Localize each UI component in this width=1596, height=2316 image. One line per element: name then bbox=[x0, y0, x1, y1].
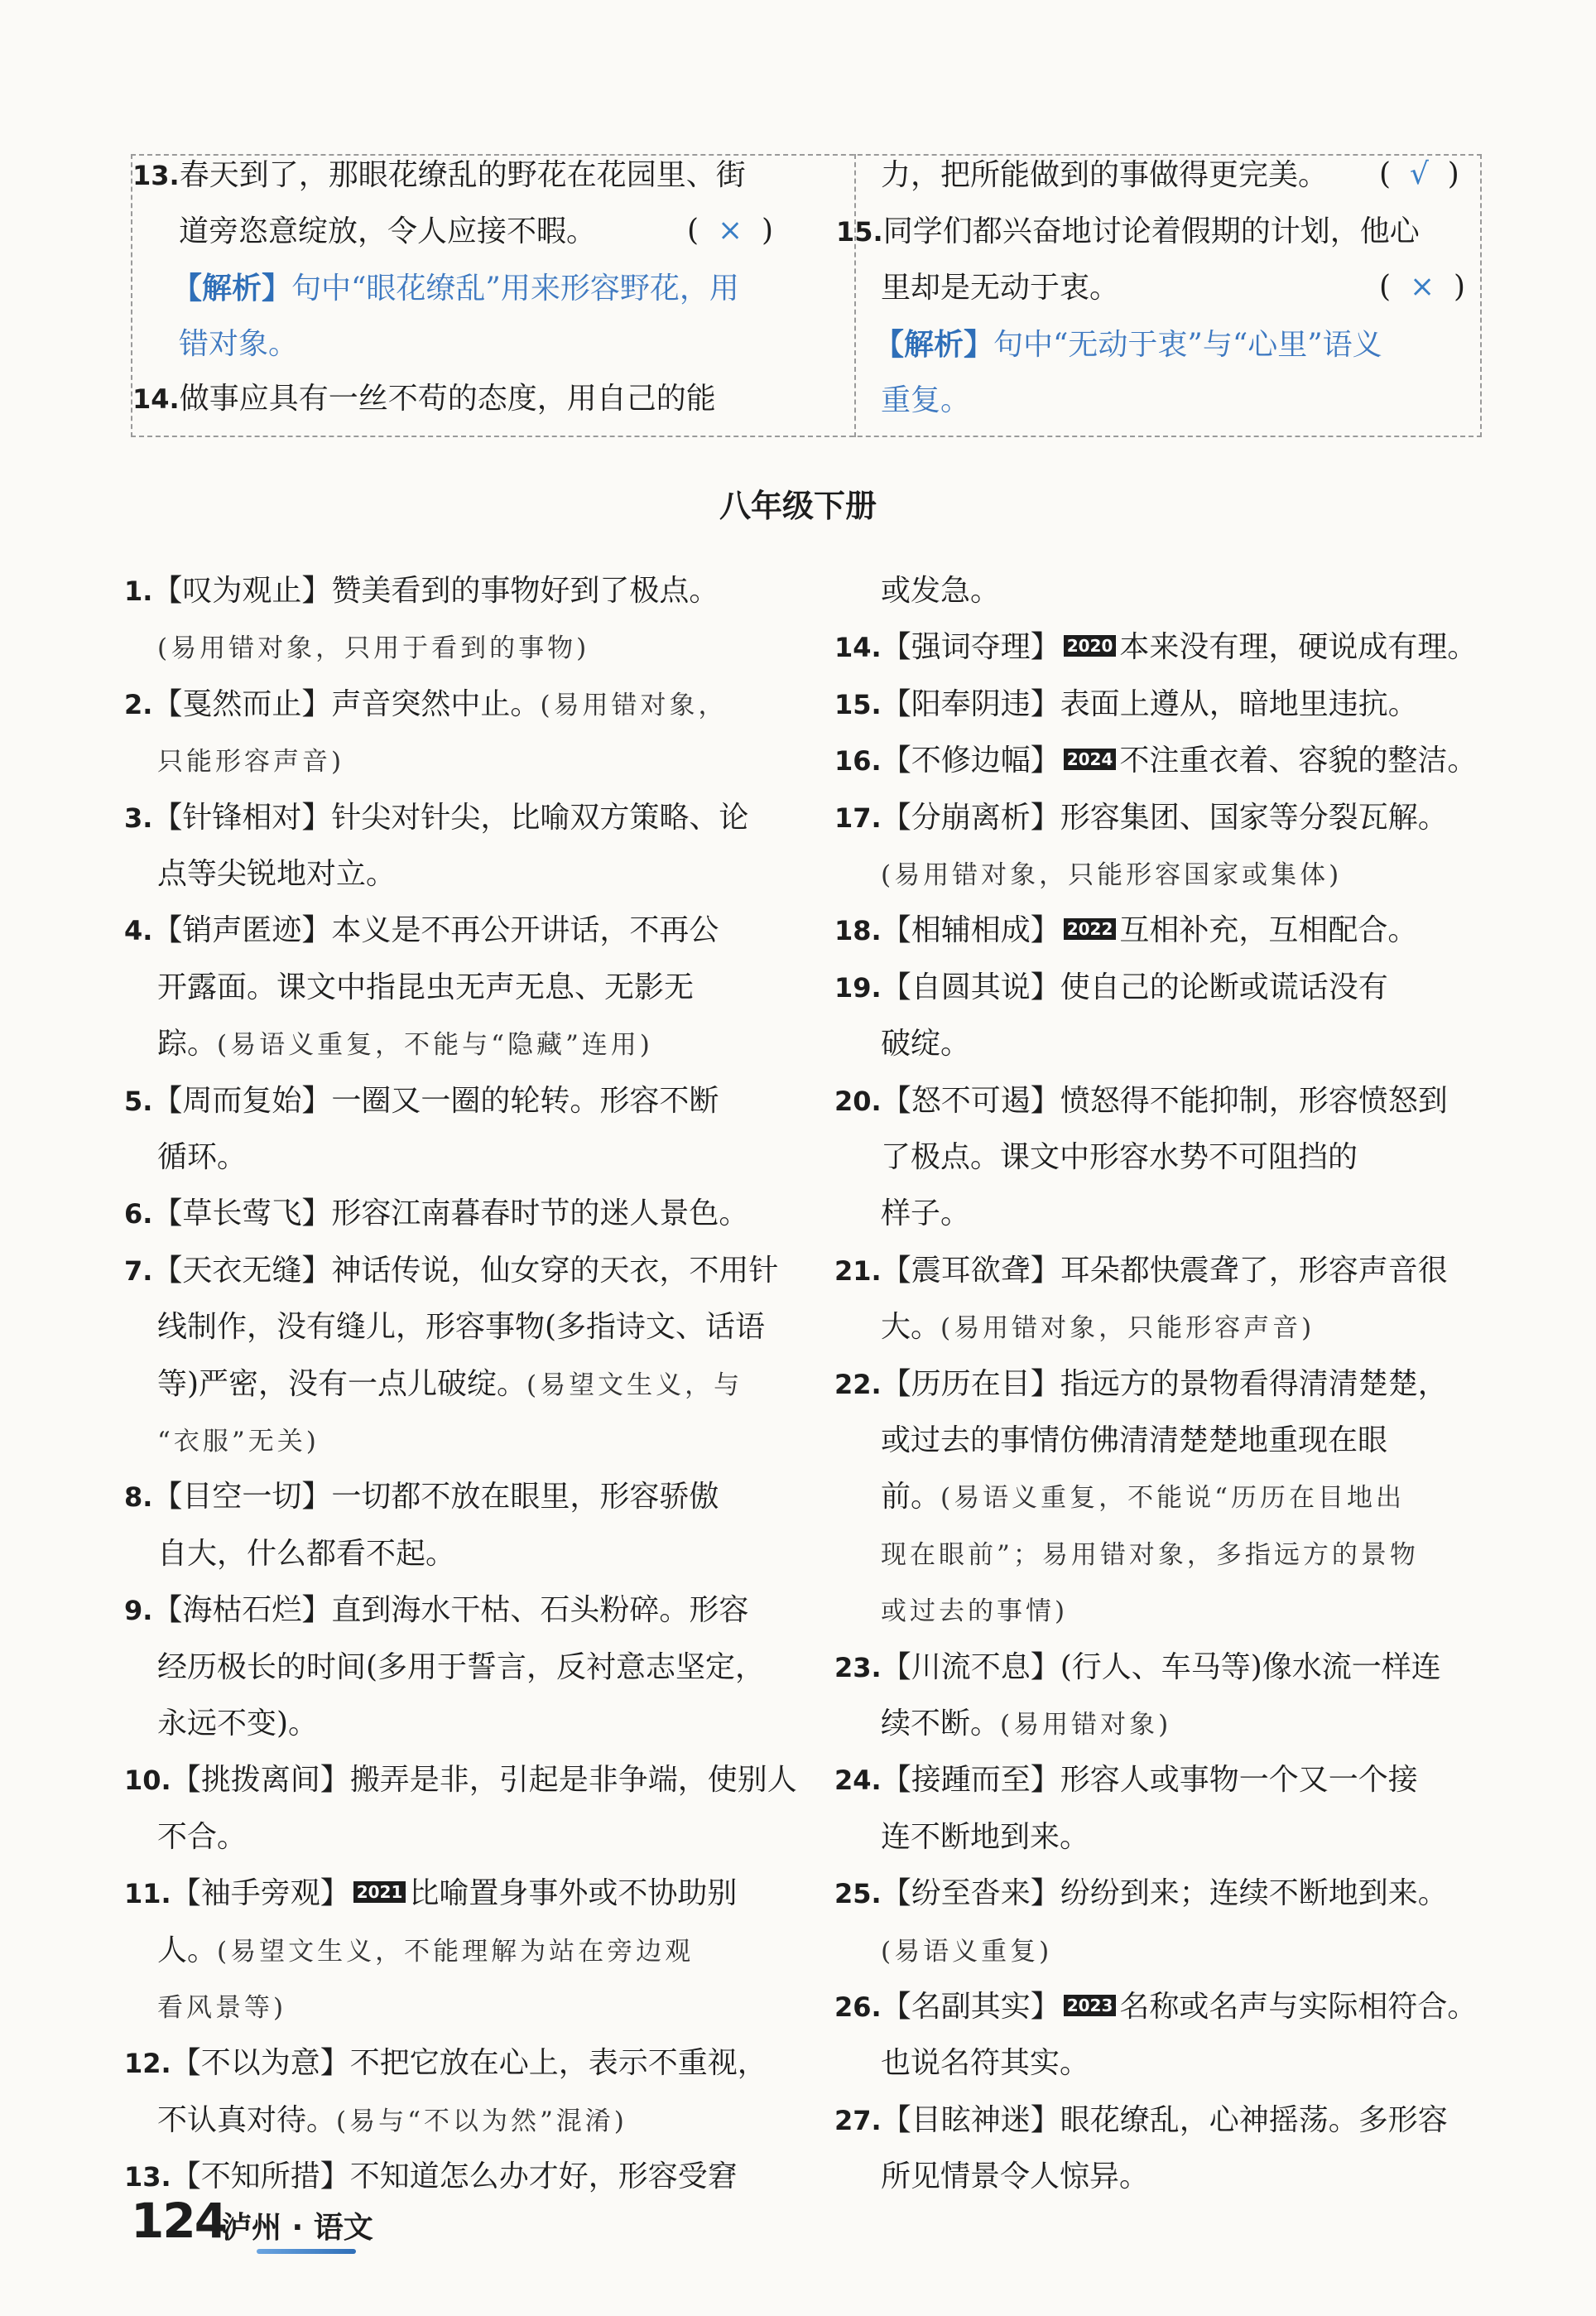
entry-line bbox=[124, 1073, 719, 1129]
q13-line2 bbox=[179, 204, 596, 260]
q13-answer-paren: ( × ) bbox=[687, 214, 774, 248]
entry-line bbox=[124, 1243, 778, 1299]
entry-line bbox=[834, 1243, 1448, 1299]
entry-line bbox=[881, 1299, 1315, 1356]
entry-number: 18. bbox=[834, 915, 882, 947]
entry-number: 6. bbox=[124, 1198, 153, 1230]
entry-line bbox=[881, 1129, 1358, 1186]
entry-number: 25. bbox=[834, 1878, 882, 1910]
entry-line bbox=[881, 1413, 1387, 1469]
q13-analysis-line1 bbox=[172, 260, 739, 317]
entry-line bbox=[881, 1016, 970, 1072]
q14-line2 bbox=[881, 147, 1328, 204]
entry-number: 10. bbox=[124, 1765, 171, 1797]
entry-number: 11. bbox=[124, 1878, 171, 1910]
entry-line bbox=[881, 2149, 1149, 2205]
entry-text: 【历历在目】指远方的景物看得清清楚楚， bbox=[881, 1366, 1448, 1401]
q15-number: 15. bbox=[836, 216, 883, 248]
entry-note: (易用错对象，只用于看到的事物) bbox=[157, 633, 590, 664]
entry-line bbox=[157, 619, 589, 677]
entry-line bbox=[834, 677, 1418, 733]
entry-line bbox=[157, 1299, 765, 1355]
entry-line bbox=[881, 846, 1342, 903]
entry-text: 【针锋相对】针尖对针尖，比喻双方策略、论 bbox=[152, 800, 749, 835]
q15-text2: 里却是无动于衷。 bbox=[881, 271, 1120, 305]
entry-line bbox=[834, 903, 1417, 959]
entry-line bbox=[157, 2092, 627, 2150]
q15-text1: 同学们都兴奋地讨论着假期的计划，他心 bbox=[882, 214, 1420, 248]
entry-note: (易用错对象) bbox=[1000, 1710, 1172, 1740]
entry-line bbox=[157, 1979, 286, 2036]
entry-text: 大。 bbox=[881, 1310, 941, 1345]
entry-number: 4. bbox=[124, 915, 153, 947]
entry-text: 【相辅相成】 bbox=[881, 913, 1060, 948]
entry-number: 7. bbox=[124, 1254, 153, 1287]
q13-analysis-text2: 错对象。 bbox=[179, 327, 299, 361]
entry-note: (易用错对象，只能形容国家或集体) bbox=[881, 860, 1343, 890]
footer-accent-bar bbox=[257, 2249, 356, 2254]
entry-text: 【目空一切】一切都不放在眼里，形容骄傲 bbox=[152, 1480, 719, 1514]
entry-text: 等)严密，没有一点儿破绽。 bbox=[157, 1366, 527, 1401]
entry-line bbox=[834, 1752, 1418, 1808]
entry-number: 23. bbox=[834, 1651, 882, 1683]
q13-text2: 道旁恣意绽放，令人应接不暇。 bbox=[179, 214, 597, 248]
entry-note: (易用错对象，只能形容声音) bbox=[940, 1313, 1315, 1344]
entry-number: 27. bbox=[834, 2104, 882, 2136]
entry-line bbox=[881, 1526, 1419, 1583]
entry-line bbox=[834, 1356, 1448, 1413]
entry-line bbox=[157, 733, 344, 790]
entry-text: 【袖手旁观】 bbox=[171, 1876, 350, 1911]
entry-text: 续不断。 bbox=[881, 1707, 1001, 1741]
entry-number: 12. bbox=[124, 2048, 171, 2080]
entry-number: 1. bbox=[124, 575, 153, 607]
entry-line bbox=[881, 1582, 1068, 1639]
entry-line bbox=[881, 1469, 1405, 1526]
entry-number: 8. bbox=[124, 1481, 153, 1514]
entry-line bbox=[124, 903, 719, 959]
entry-text: 点等尖锐地对立。 bbox=[157, 857, 397, 891]
q14-text2: 力，把所能做到的事做得更完美。 bbox=[881, 158, 1329, 192]
entry-text: 经历极长的时间(多用于誓言，反衬意志坚定， bbox=[157, 1649, 766, 1684]
entry-line bbox=[157, 1809, 247, 1866]
entry-line bbox=[124, 677, 728, 734]
entry-text: 破绽。 bbox=[881, 1027, 971, 1062]
entry-text: 【天衣无缝】神话传说，仙女穿的天衣，不用针 bbox=[152, 1253, 779, 1288]
entry-line bbox=[834, 790, 1448, 846]
entry-text: 前。 bbox=[881, 1480, 941, 1514]
entry-text: 【自圆其说】使自己的论断或谎话没有 bbox=[881, 970, 1388, 1004]
entry-number: 19. bbox=[834, 971, 882, 1004]
entry-note: (易语义重复，不能说“历历在目地出 bbox=[940, 1483, 1405, 1514]
entry-note: 只能形容声音) bbox=[157, 747, 345, 778]
entry-text: 本来没有理，硬说成有理。 bbox=[1119, 630, 1478, 665]
entry-note: (易语义重复) bbox=[881, 1936, 1053, 1967]
q15-line1 bbox=[836, 204, 1420, 260]
entry-text: 互相补充，互相配合。 bbox=[1119, 913, 1418, 948]
entry-note: (易与“不以为然”混淆) bbox=[336, 2106, 627, 2136]
entry-line bbox=[834, 1639, 1441, 1696]
year-badge: 2020 bbox=[1064, 635, 1117, 657]
entry-line bbox=[881, 1186, 970, 1242]
year-badge: 2022 bbox=[1064, 918, 1117, 940]
entry-text: 【强词夺理】 bbox=[881, 630, 1060, 665]
entry-line bbox=[834, 1073, 1448, 1129]
entry-number: 21. bbox=[834, 1254, 882, 1287]
entry-text: 【川流不息】(行人、车马等)像水流一样连 bbox=[881, 1649, 1441, 1684]
q15-analysis-label: 【解析】 bbox=[874, 327, 994, 362]
entry-line bbox=[124, 563, 719, 619]
entry-line bbox=[157, 1356, 743, 1413]
q15-analysis-text2: 重复。 bbox=[881, 383, 971, 417]
entry-text: 【挑拨离间】搬弄是非，引起是非争端，使别人 bbox=[171, 1763, 797, 1798]
entry-line bbox=[124, 1752, 797, 1808]
entry-text: 【名副其实】 bbox=[881, 1990, 1060, 2024]
entry-line bbox=[124, 2035, 767, 2092]
entry-line bbox=[157, 1016, 653, 1073]
entry-text: 或过去的事情仿佛清清楚楚地重现在眼 bbox=[881, 1423, 1388, 1457]
entry-text: 【不修边幅】 bbox=[881, 744, 1060, 778]
entry-text: 【纷至沓来】纷纷到来；连续不断地到来。 bbox=[881, 1876, 1448, 1911]
entry-line bbox=[124, 1582, 748, 1639]
entry-text: 名称或名声与实际相符合。 bbox=[1119, 1990, 1478, 2024]
book-label: 泸州 · 语文 bbox=[222, 2211, 373, 2245]
q15-answer-mark: × bbox=[1409, 270, 1435, 304]
entry-line bbox=[157, 1639, 765, 1696]
page-number: 124 bbox=[131, 2193, 227, 2249]
entry-text: 【怒不可遏】愤怒得不能抑制，形容愤怒到 bbox=[881, 1083, 1448, 1118]
entry-number: 3. bbox=[124, 802, 153, 834]
entry-text: 【周而复始】一圈又一圈的轮转。形容不断 bbox=[152, 1083, 719, 1118]
entry-text: 【销声匿迹】本义是不再公开讲话，不再公 bbox=[152, 913, 719, 948]
entry-line bbox=[157, 1696, 318, 1752]
entry-line bbox=[834, 1979, 1477, 2035]
q14-answer-paren: ( √ ) bbox=[1379, 157, 1459, 191]
entry-line bbox=[881, 563, 1000, 619]
entry-number: 2. bbox=[124, 688, 153, 720]
entry-number: 13. bbox=[124, 2161, 171, 2193]
entry-text: 开露面。课文中指昆虫无声无息、无影无 bbox=[157, 970, 695, 1004]
entry-number: 24. bbox=[834, 1765, 882, 1797]
entry-text: 比喻置身事外或不协助别 bbox=[409, 1876, 738, 1911]
entry-text: 【分崩离析】形容集团、国家等分裂瓦解。 bbox=[881, 800, 1448, 835]
entry-text: 所见情景令人惊异。 bbox=[881, 2160, 1150, 2194]
entry-line bbox=[881, 2035, 1089, 2092]
entry-line bbox=[157, 1526, 455, 1582]
entry-note: 看风景等) bbox=[157, 1993, 287, 2023]
entry-line bbox=[834, 1866, 1448, 1922]
q15-line2 bbox=[881, 260, 1119, 316]
entry-line bbox=[124, 1866, 737, 1922]
entry-text: 【阳奉阴违】表面上遵从，暗地里违抗。 bbox=[881, 686, 1418, 721]
entry-line bbox=[124, 1469, 719, 1525]
year-badge: 2023 bbox=[1064, 1995, 1117, 2016]
entry-text: 【接踵而至】形容人或事物一个又一个接 bbox=[881, 1763, 1418, 1798]
q13-analysis-text1: 句中“眼花缭乱”用来形容野花，用 bbox=[291, 272, 739, 306]
q15-analysis-text1: 句中“无动于衷”与“心里”语义 bbox=[993, 328, 1382, 362]
entry-line bbox=[834, 960, 1388, 1016]
entry-note: 或过去的事情) bbox=[881, 1596, 1069, 1627]
q15-answer-paren: ( × ) bbox=[1379, 270, 1466, 304]
entry-line bbox=[124, 790, 748, 846]
entry-text: 或发急。 bbox=[881, 574, 1001, 608]
section-title: 八年级下册 bbox=[719, 488, 877, 524]
entry-line bbox=[124, 1186, 748, 1242]
q13-analysis-label: 【解析】 bbox=[172, 271, 292, 306]
entry-text: 不认真对待。 bbox=[157, 2102, 337, 2137]
entry-text: 【目眩神迷】眼花缭乱，心神摇荡。多形容 bbox=[881, 2102, 1448, 2137]
entry-line bbox=[881, 1923, 1052, 1980]
q14-answer-mark: √ bbox=[1409, 157, 1429, 191]
entry-note: 现在眼前”；易用错对象，多指远方的景物 bbox=[881, 1539, 1419, 1570]
entry-number: 16. bbox=[834, 745, 882, 778]
entry-number: 5. bbox=[124, 1085, 153, 1117]
q15-analysis-line1 bbox=[874, 316, 1382, 373]
entry-line bbox=[881, 1696, 1171, 1753]
entry-line bbox=[157, 1923, 694, 1980]
entry-text: 【震耳欲聋】耳朵都快震聋了，形容声音很 bbox=[881, 1253, 1448, 1288]
entry-number: 14. bbox=[834, 632, 882, 664]
q13-line1 bbox=[132, 147, 746, 204]
entry-number: 15. bbox=[834, 688, 882, 720]
entry-text: 连不断地到来。 bbox=[881, 1819, 1090, 1854]
entry-note: “衣服”无关) bbox=[157, 1427, 320, 1457]
entry-text: 自大，什么都看不起。 bbox=[157, 1536, 456, 1571]
entry-note: (易用错对象， bbox=[540, 690, 728, 720]
year-badge: 2021 bbox=[353, 1881, 406, 1903]
entry-text: 【不知所措】不知道怎么办才好，形容受窘 bbox=[171, 2160, 738, 2194]
entry-line bbox=[157, 846, 396, 903]
entry-number: 22. bbox=[834, 1368, 882, 1400]
q14-line1 bbox=[132, 371, 716, 427]
entry-note: (易语义重复，不能与“隐藏”连用) bbox=[217, 1030, 653, 1061]
entry-text: 永远不变)。 bbox=[157, 1707, 319, 1741]
exercise-box-divider bbox=[854, 154, 856, 437]
entry-text: 也说名符其实。 bbox=[881, 2046, 1090, 2081]
entry-text: 人。 bbox=[157, 1933, 218, 1967]
entry-text: 不注重衣着、容貌的整洁。 bbox=[1119, 744, 1478, 778]
entry-text: 【海枯石烂】直到海水干枯、石头粉碎。形容 bbox=[152, 1593, 749, 1628]
entry-text: 【戛然而止】声音突然中止。 bbox=[152, 686, 541, 721]
entry-number: 20. bbox=[834, 1085, 882, 1117]
entry-text: 线制作，没有缝儿，形容事物(多指诗文、话语 bbox=[157, 1310, 766, 1345]
q15-analysis-line2 bbox=[881, 373, 970, 429]
entry-text: 踪。 bbox=[157, 1027, 218, 1062]
entry-line bbox=[834, 2092, 1448, 2149]
entry-note: (易望文生义，与 bbox=[526, 1370, 743, 1400]
entry-line bbox=[157, 1413, 320, 1470]
entry-number: 9. bbox=[124, 1595, 153, 1627]
q14-number: 14. bbox=[132, 383, 180, 415]
entry-text: 不合。 bbox=[157, 1819, 248, 1854]
entry-text: 【草长莺飞】形容江南暮春时节的迷人景色。 bbox=[152, 1197, 749, 1231]
entry-number: 26. bbox=[834, 1991, 882, 2023]
q13-answer-mark: × bbox=[717, 214, 743, 248]
year-badge: 2024 bbox=[1064, 749, 1117, 770]
entry-number: 17. bbox=[834, 802, 882, 834]
q14-text1: 做事应具有一丝不苟的态度，用自己的能 bbox=[179, 382, 716, 416]
entry-line bbox=[157, 1129, 247, 1186]
entry-text: 了极点。课文中形容水势不可阻挡的 bbox=[881, 1140, 1358, 1174]
q13-analysis-line2 bbox=[179, 316, 298, 373]
entry-line bbox=[834, 733, 1477, 789]
entry-line bbox=[834, 619, 1477, 676]
entry-note: (易望文生义，不能理解为站在旁边观 bbox=[217, 1936, 695, 1967]
q13-number: 13. bbox=[132, 160, 180, 191]
entry-line bbox=[881, 1809, 1089, 1866]
entry-line bbox=[157, 960, 694, 1016]
q13-text1: 春天到了，那眼花缭乱的野花在花园里、街 bbox=[179, 158, 746, 192]
entry-text: 【叹为观止】赞美看到的事物好到了极点。 bbox=[152, 574, 719, 608]
entry-text: 样子。 bbox=[881, 1197, 971, 1231]
entry-text: 【不以为意】不把它放在心上，表示不重视， bbox=[171, 2046, 767, 2081]
entry-text: 循环。 bbox=[157, 1140, 248, 1174]
